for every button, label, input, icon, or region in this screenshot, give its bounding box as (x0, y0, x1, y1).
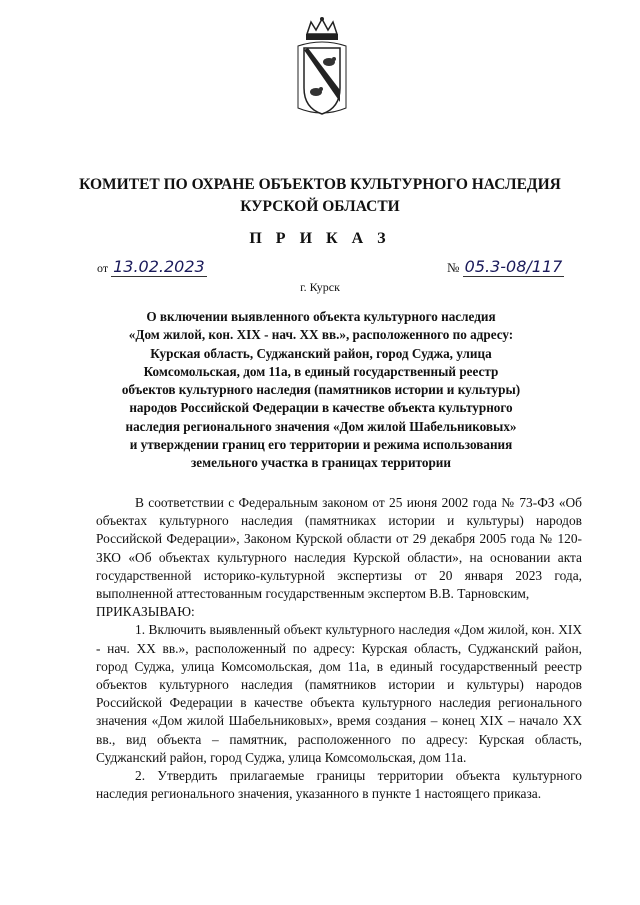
subject-line: объектов культурного наследия (памятников истории и культуры) (121, 382, 521, 398)
document-type-heading: П Р И К А З (249, 230, 391, 247)
order-item-2: 2. Утвердить прилагаемые границы территории объекта культурного наследия регионального значения, указанного в пункте 1 настоящего приказа. (96, 768, 582, 802)
subject-line: народов Российской Федерации в качестве объекта культурного (129, 400, 513, 416)
order-subject (108, 308, 534, 473)
subject-line: Комсомольская, дом 11а, в единый государственный реестр (143, 363, 499, 379)
organization-line-1: КОМИТЕТ ПО ОХРАНЕ ОБЪЕКТОВ КУЛЬТУРНОГО НАСЛЕДИЯ (79, 176, 561, 193)
date-prefix: от (97, 261, 109, 275)
subject-line: наследия регионального значения «Дом жилой Шабельниковых» (125, 418, 517, 434)
number-value: 05.3-08/117 (464, 257, 563, 276)
subject-line: «Дом жилой, кон. XIX - нач. XX вв.», расположенного по адресу: (128, 327, 514, 343)
subject-line: и утверждении границ его территории и режима использования (129, 437, 513, 453)
document-date (97, 257, 207, 276)
city-label: г. Курск (300, 280, 340, 294)
organization-name (60, 174, 580, 218)
preamble-paragraph: В соответствии с Федеральным законом от 25 июня 2002 года № 73-ФЗ «Об объектах культурного наследия (памятниках истории и культуры) народов Российской Федерации», Законом Курской области от 29 декабря 2005 года № 120-ЗКО «Об объектах культурного наследия Курской области», на основании акта государственной историко-культурной экспертизы от 20 января 2023 года, выполненной аттестованным государственным экспертом В.В. Тарновским, (96, 495, 582, 602)
date-value: 13.02.2023 (113, 257, 205, 276)
order-item-1: 1. Включить выявленный объект культурного наследия «Дом жилой, кон. XIX - нач. XX вв.», расположенный по адресу: Курская область, Суджанский район, город Суджа, улица Комсомольская, дом 11а, в единый государственный реестр объектов культурного наследия (памятников истории и культуры) народов Российской Федерации в качестве объекта культурного наследия регионального значения «Дом жилой Шабельниковых», время создания – конец XIX – начало XX вв., вид объекта – памятник, расположенного по адресу: Курская область, Суджанский район, город Суджа, улица Комсомольская, дом 11а. (96, 622, 582, 765)
number-prefix: № (447, 260, 460, 275)
coat-of-arms-icon (295, 16, 349, 120)
subject-line: О включении выявленного объекта культурного наследия (146, 309, 496, 324)
organization-line-2: КУРСКОЙ ОБЛАСТИ (240, 198, 400, 215)
subject-line: Курская область, Суджанский район, город Суджа, улица (150, 345, 492, 361)
document-number (447, 257, 564, 276)
order-body (96, 494, 582, 803)
subject-line: земельного участка в границах территории (191, 455, 451, 471)
order-word: ПРИКАЗЫВАЮ: (96, 604, 195, 620)
